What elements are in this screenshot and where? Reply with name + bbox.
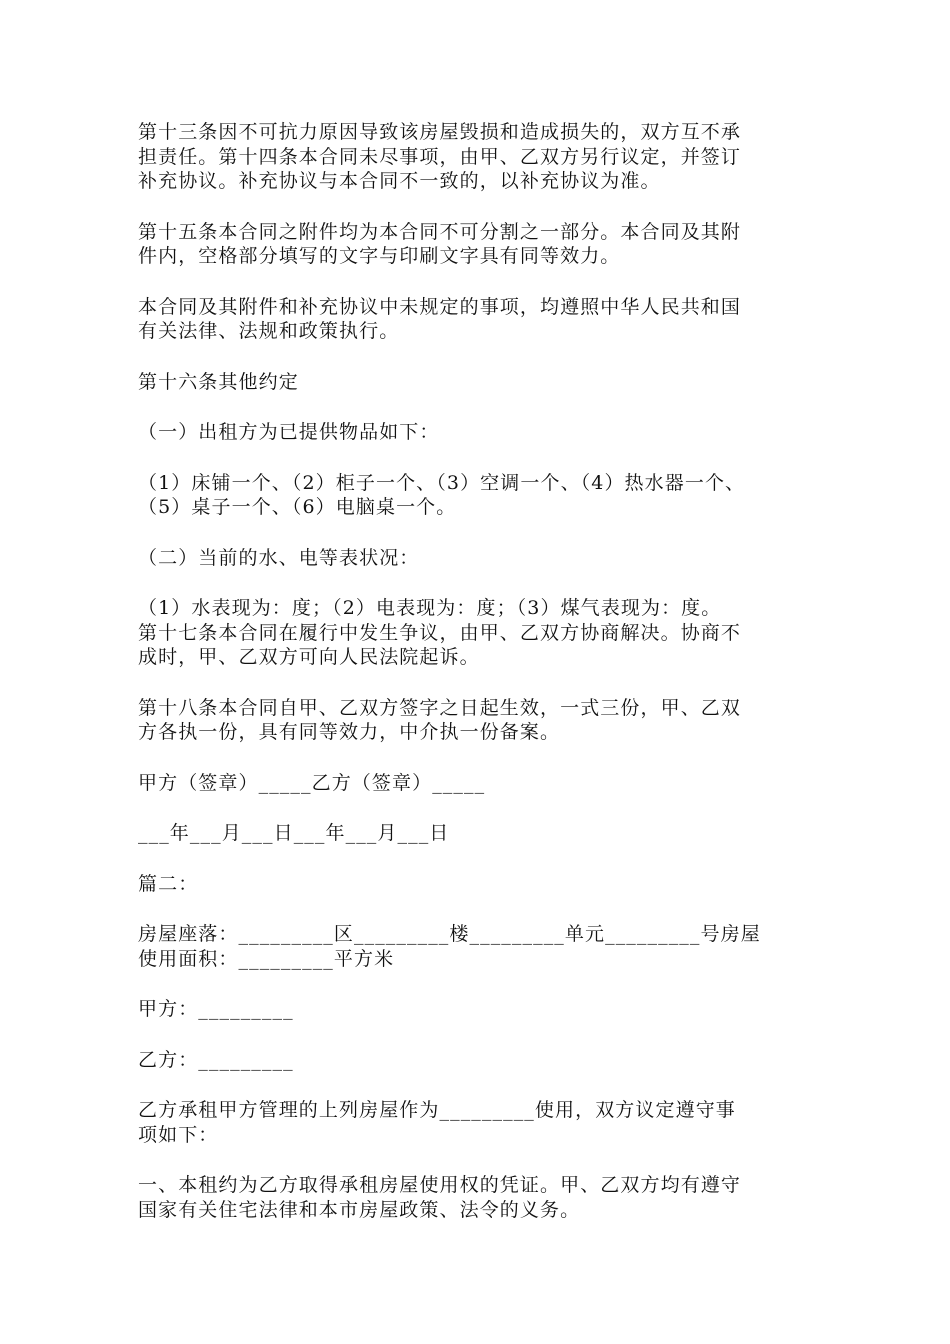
paragraph-line: 成时，甲、乙双方可向人民法院起诉。 [138,646,480,668]
document-paragraph [138,696,828,745]
paragraph-line: 第十七条本合同在履行中发生争议，由甲、乙双方协商解决。协商不 [138,621,742,644]
document-paragraph [138,370,828,395]
paragraph-line: 第十六条其他约定 [138,370,299,393]
document-paragraph [138,120,828,194]
document-paragraph [138,1048,828,1073]
paragraph-line: 甲方（签章）_____乙方（签章）_____ [138,771,486,794]
document-paragraph [138,471,828,520]
document-paragraph [138,1173,828,1222]
paragraph-line: 方各执一份，具有同等效力，中介执一份备案。 [138,721,561,743]
paragraph-line: 第十五条本合同之附件均为本合同不可分割之一部分。本合同及其附 [138,220,742,243]
paragraph-line: 有关法律、法规和政策执行。 [138,320,400,342]
paragraph-line: 一、本租约为乙方取得承租房屋使用权的凭证。甲、乙双方均有遵守 [138,1174,742,1196]
document-paragraph [138,546,828,571]
paragraph-line: （1）水表现为：度；（2）电表现为：度；（3）煤气表现为：度。 [138,597,722,619]
document-paragraph [138,872,828,897]
paragraph-line: （二）当前的水、电等表状况： [138,546,420,569]
paragraph-line: （1）床铺一个、（2）柜子一个、（3）空调一个、（4）热水器一个、 [138,471,746,494]
paragraph-line: 件内，空格部分填写的文字与印刷文字具有同等效力。 [138,245,621,267]
paragraph-line: ___年___月___日___年___月___日 [138,822,450,844]
paragraph-line: （5）桌子一个、（6）电脑桌一个。 [138,496,457,518]
document-paragraph [138,295,828,344]
document-paragraph [138,420,828,445]
paragraph-line: 项如下： [138,1123,219,1146]
paragraph-line: 乙方：_________ [138,1048,294,1071]
paragraph-line: 补充协议。补充协议与本合同不一致的，以补充协议为准。 [138,170,661,192]
document-paragraph [138,997,828,1022]
paragraph-line: 房屋座落：_________区_________楼_________单元_________号房屋 [138,923,761,945]
paragraph-line: 篇二： [138,872,199,895]
paragraph-line: （一）出租方为已提供物品如下： [138,421,440,443]
document-page [138,120,828,1248]
paragraph-line: 使用面积：_________平方米 [138,947,395,970]
document-paragraph [138,922,828,971]
paragraph-line: 乙方承租甲方管理的上列房屋作为_________使用，双方议定遵守事 [138,1099,736,1121]
paragraph-line: 本合同及其附件和补充协议中未规定的事项，均遵照中华人民共和国 [138,295,742,318]
document-paragraph [138,1098,828,1147]
paragraph-line: 担责任。第十四条本合同未尽事项，由甲、乙双方另行议定，并签订 [138,145,742,168]
paragraph-line: 第十八条本合同自甲、乙双方签字之日起生效，一式三份，甲、乙双 [138,696,742,719]
document-paragraph [138,220,828,269]
document-paragraph [138,596,828,670]
paragraph-line: 甲方：_________ [138,998,294,1020]
document-paragraph [138,821,828,846]
paragraph-line: 国家有关住宅法律和本市房屋政策、法令的义务。 [138,1198,581,1221]
document-paragraph [138,771,828,796]
paragraph-line: 第十三条因不可抗力原因导致该房屋毁损和造成损失的，双方互不承 [138,121,742,143]
